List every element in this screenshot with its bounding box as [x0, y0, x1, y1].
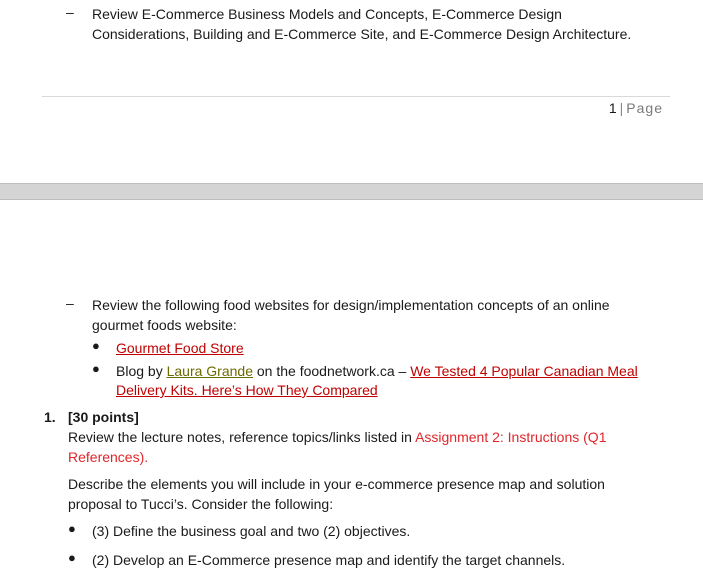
- requirement-presence-map: (2) Develop an E-Commerce presence map and identify the target channels.: [92, 552, 566, 568]
- bullet-icon: ●: [92, 338, 100, 353]
- blog-prefix: Blog by: [116, 363, 167, 379]
- review-websites-line-1: Review the following food websites for design/implementation concepts of an online: [92, 297, 610, 313]
- author-link[interactable]: Laura Grande: [166, 363, 253, 379]
- blog-middle: on the foodnetwork.ca –: [253, 363, 411, 379]
- dash-marker: –: [66, 4, 74, 20]
- page-number-separator: |: [619, 100, 624, 116]
- instructions-prefix: Review the lecture notes, reference topics/links listed in: [68, 429, 416, 445]
- dash-marker: –: [66, 295, 74, 311]
- page-number-value: 1: [608, 100, 617, 116]
- meal-kits-article-link[interactable]: We Tested 4 Popular Canadian Meal: [410, 363, 638, 379]
- bullet-icon: ●: [68, 521, 76, 536]
- review-ecommerce-line-2: Considerations, Building and E-Commerce Site, and E-Commerce Design Architecture.: [92, 26, 632, 42]
- gourmet-food-store-link[interactable]: Gourmet Food Store: [116, 340, 244, 356]
- describe-line-2: proposal to Tucci’s. Consider the following:: [68, 496, 334, 512]
- blog-item-line-1: [116, 361, 638, 381]
- describe-line-1: Describe the elements you will include in your e-commerce presence map and solution: [68, 476, 605, 492]
- review-websites-line-2: gourmet foods website:: [92, 317, 237, 333]
- meal-kits-article-link-continued[interactable]: Delivery Kits. Here’s How They Compared: [116, 382, 378, 398]
- bullet-icon: ●: [68, 550, 76, 565]
- question-instructions-line-2: References).: [68, 449, 149, 465]
- page-2: [0, 200, 703, 579]
- page-number-label: Page: [626, 100, 663, 116]
- page-number: [609, 100, 663, 116]
- requirement-goal: (3) Define the business goal and two (2) objectives.: [92, 523, 411, 539]
- footer-divider: [42, 96, 670, 97]
- page-gap: [0, 183, 703, 200]
- question-number: 1.: [44, 409, 56, 425]
- page-1: [0, 0, 703, 183]
- gourmet-item: [116, 338, 244, 358]
- question-instructions-line-1: [68, 427, 606, 447]
- bullet-icon: ●: [92, 361, 100, 376]
- blog-item-line-2: [116, 380, 378, 400]
- review-ecommerce-line-1: Review E-Commerce Business Models and Concepts, E-Commerce Design: [92, 6, 562, 22]
- assignment-reference: Assignment 2: Instructions (Q1: [415, 429, 607, 445]
- question-points: [30 points]: [68, 409, 139, 425]
